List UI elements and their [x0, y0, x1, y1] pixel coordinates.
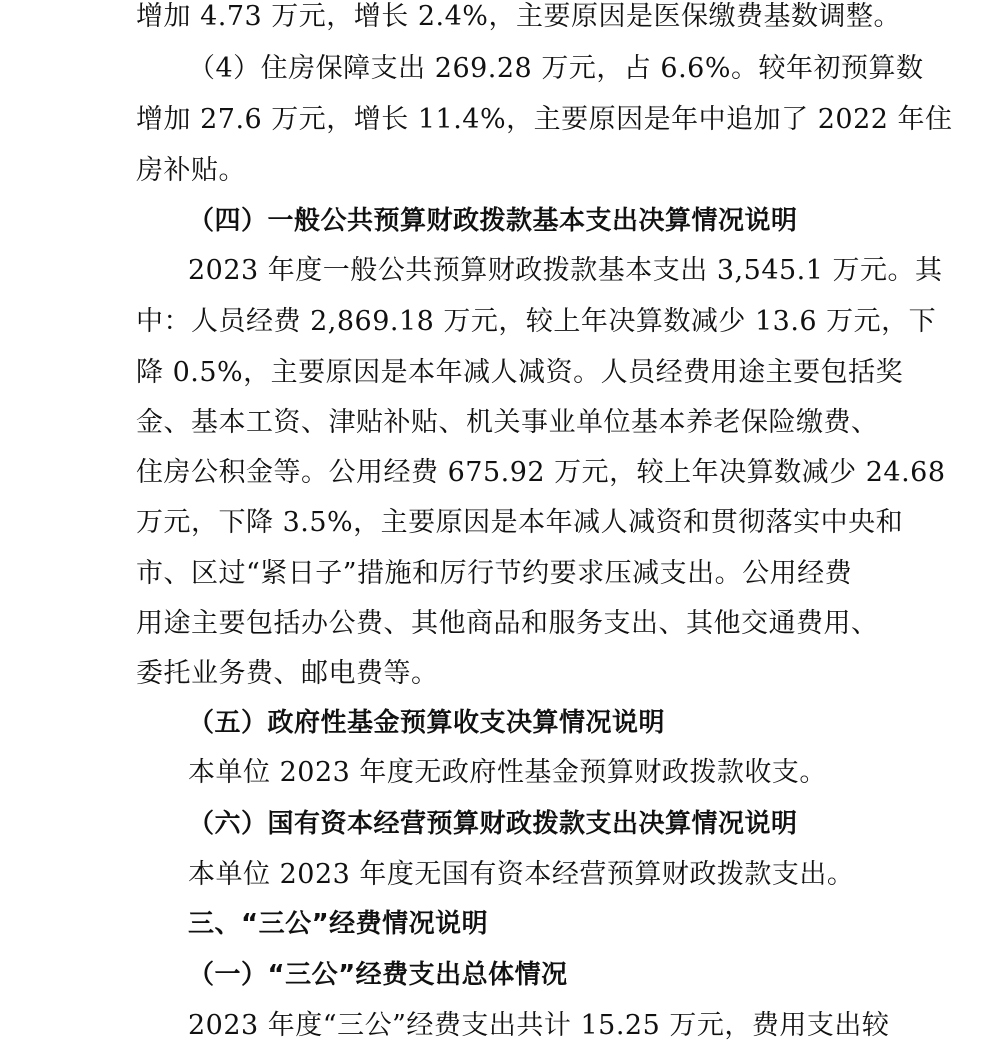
section-heading: （一）“三公”经费支出总体情况: [188, 960, 568, 990]
paragraph-line: （4）住房保障支出 269.28 万元，占 6.6%。较年初预算数: [188, 53, 924, 84]
paragraph-line: 中：人员经费 2,869.18 万元，较上年决算数减少 13.6 万元，下: [136, 306, 937, 337]
chapter-heading: 三、“三公”经费情况说明: [188, 909, 489, 939]
paragraph-line: 本单位 2023 年度无政府性基金预算财政拨款收支。: [188, 757, 827, 788]
paragraph-line: 市、区过“紧日子”措施和厉行节约要求压减支出。公用经费: [136, 558, 853, 589]
paragraph-line: 降 0.5%，主要原因是本年减人减资。人员经费用途主要包括奖: [136, 357, 904, 388]
paragraph-line: 金、基本工资、津贴补贴、机关事业单位基本养老保险缴费、: [136, 407, 879, 438]
paragraph-line: 用途主要包括办公费、其他商品和服务支出、其他交通费用、: [136, 608, 879, 639]
section-heading: （六）国有资本经营预算财政拨款支出决算情况说明: [188, 809, 798, 839]
paragraph-line: 住房公积金等。公用经费 675.92 万元，较上年决算数减少 24.68: [136, 457, 946, 488]
section-heading: （五）政府性基金预算收支决算情况说明: [188, 708, 666, 738]
paragraph-line: 本单位 2023 年度无国有资本经营预算财政拨款支出。: [188, 859, 855, 890]
paragraph-line: 2023 年度“三公”经费支出共计 15.25 万元，费用支出较: [188, 1010, 890, 1041]
paragraph-line: 增加 4.73 万元，增长 2.4%，主要原因是医保缴费基数调整。: [136, 1, 901, 32]
section-heading: （四）一般公共预算财政拨款基本支出决算情况说明: [188, 206, 798, 236]
paragraph-line: 房补贴。: [136, 155, 246, 186]
paragraph-line: 2023 年度一般公共预算财政拨款基本支出 3,545.1 万元。其: [188, 255, 943, 286]
paragraph-line: 万元，下降 3.5%，主要原因是本年减人减资和贯彻落实中央和: [136, 507, 904, 538]
paragraph-line: 委托业务费、邮电费等。: [136, 658, 439, 689]
paragraph-line: 增加 27.6 万元，增长 11.4%，主要原因是年中追加了 2022 年住: [136, 104, 953, 135]
